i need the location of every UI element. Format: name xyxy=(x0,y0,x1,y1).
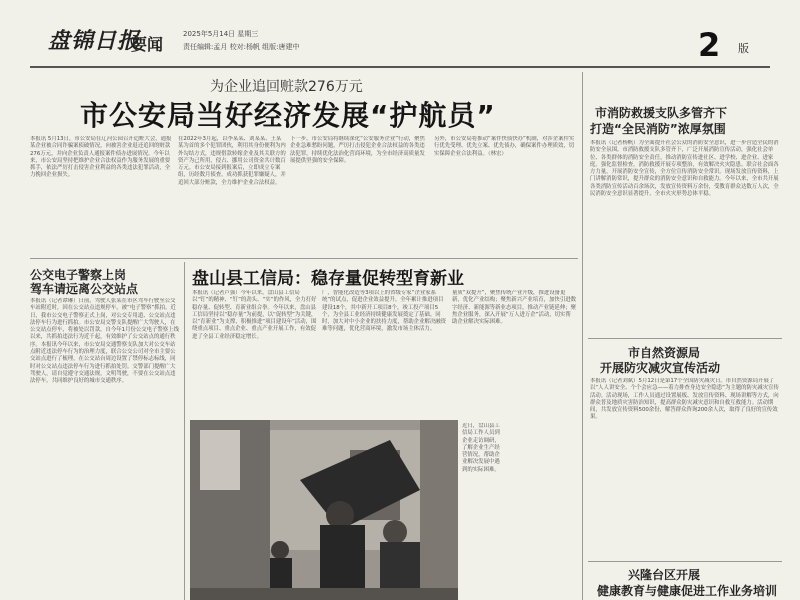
right-story2-body: 本报讯（记者刘斌）5月12日是第17个全国防灾减灾日。市自然资源局开展了以“人人讲安全、个个会应急——着力排查身边安全隐患”为主题的防灾减灾宣传活动。活动现场，工作人员通过设置展板、发放宣传资料、现场讲解等方式，向群众普及地质灾害防治知识，提高群众防灾减灾意识和自救互救能力。活动期间，共发放宣传资料500余份，解答群众咨询200余人次，取得了良好的宣传效果。 xyxy=(590,378,779,421)
issue-date: 2025年5月14日 星期三 xyxy=(183,30,259,38)
photo-illustration xyxy=(190,420,458,600)
right-story2-rule xyxy=(588,561,782,562)
right-headline3-line2: 健康教育与健康促进工作业务培训 xyxy=(597,584,778,598)
middle-story-col3: 量质“双提升”，聚焦传统产业升级，推进设备更新，优化产业结构；聚焦新兴产业培育，加快引进数字经济、新能源等新业态项目，推动产业链延伸；聚焦企业服务，深入开展“万人进万企”活动，切实帮助企业解决实际困难。 xyxy=(452,290,576,326)
right-headline2-line1: 市自然资源局 xyxy=(628,346,701,360)
main-story-col1: 本报讯 5月13日，市公安局在辽河公园召开追赃大会，通报某企业被合同诈骗案侦破情况，向被害企业退还追回的赃款276万元，并向企业负责人通报案件侦办进展情况。今年以来，市公安局坚持把维护企业合法权益作为服务发展的重要抓手，依法严厉打击侵害企业利益的各类违法犯罪活动，全力挽回企业损失。 xyxy=(30,136,172,179)
main-headline: 市公安局当好经济发展“护航员” xyxy=(80,99,496,132)
masthead-rule xyxy=(30,66,770,68)
main-story-col4: 另外，市公安局将推动“案件快侦快办”机制，对涉企案件实行优先受理、优先立案、优先侦办，确保案件办理质效，切实保障企业合法利益。（林宏） xyxy=(434,136,575,157)
right-headline3-line1: 兴隆台区开展 xyxy=(628,568,701,582)
right-column-rule xyxy=(582,72,583,600)
right-headline2-line2: 开展防灾减灾宣传活动 xyxy=(600,361,721,375)
main-story-col3: 下一步，市公安局将继续深化“公安服务企业”行动，聚焦企业急难愁盼问题，严厉打击侵犯企业合法权益的各类违法犯罪，持续优化法治化营商环境，为全市经济高质量发展提供坚强的安全保障。 xyxy=(290,136,425,164)
page-suffix: 版 xyxy=(738,42,749,55)
right-headline1-line2: 打造“全民消防”浓厚氛围 xyxy=(590,122,726,136)
left-story-body: 本报讯（记者谭琳）日前，驾驶人张某在市区驾车行驶至公交车站附近时，因在公交站点违规停车，被“电子警察”抓拍。近日，我市公交电子警察正式上岗，对公交专用道、公交站点违法停车行为进行抓拍。市公安局交警支队提醒广大驾驶人，在公交站点停车，将被处以罚款。自今年1月份公交电子警察上线以来，共抓拍违法行为近千起，有效维护了公交站点的通行秩序。本报讯今年以来，市公安局交通警察支队加大对公交车站点附近违法停车行为的治理力度，联合公交公司对全市主要公交站点进行了梳理，在公交站台周边设置了禁停标志标线，同时对公交站点违法停车行为进行抓拍处罚。交警部门提醒广大驾驶人，请自觉遵守交通法规，文明驾驶，不要在公交站点违法停车，共同维护良好的城市交通秩序。 xyxy=(30,298,179,385)
newspaper-logo: 盘锦日报 xyxy=(48,28,141,54)
main-kicker: 为企业追回赃款276万元 xyxy=(210,79,363,95)
right-story1-rule xyxy=(588,338,782,339)
middle-headline: 盘山县工信局：稳存量促转型育新业 xyxy=(192,269,464,289)
main-story-col2: 在2022年3月起，以李某某、刘某某、王某某为首的多个犯罪团伙，利用其身份便利为内外勾结方式，违规借款转嫁企业及其关联方的资产为己所用，侵占、挪用公司资金共计数百万元。市公安局接到报案后，立即成立专案组，历经数月侦查，成功抓获犯罪嫌疑人，并追回大部分赃款，全力维护企业合法权益。 xyxy=(178,136,286,186)
right-headline1-line1: 市消防救援支队多管齐下 xyxy=(595,106,728,120)
photo-caption: 近日，盘山县工信局工作人员到企业走访调研，了解企业生产经营情况，帮助企业解决发展中遇到的实际困难。 xyxy=(462,423,500,473)
right-story1-body: 本报讯（记者杨帆）为全面提升社会公众的消防安全意识，进一步营造全民的消防安全氛围，市消防救援支队多管齐下，广泛开展消防宣传活动，强化社会单位、各类群体的消防安全责任，推动消防宣传进社区、进学校、进企业、进家庭。强化监督检查，消防救援开展专项整治，有效解决火灾隐患。联合社会面各方力量，开展消防安全宣传，全方位宣传消防安全常识。现场发放宣传资料，上门讲解消防常识，提升群众的消防安全意识和自救能力。今年以来，全市共开展各类消防宣传活动百余场次，发放宣传资料万余份，受教育群众达数万人次，全民消防安全意识显著提升，全市火灾形势总体平稳。 xyxy=(590,140,779,198)
section-name: 要闻 xyxy=(131,35,164,54)
left-headline-line1: 公交电子警察上岗 xyxy=(30,268,127,282)
news-photo xyxy=(190,420,458,600)
main-story-bottom-rule xyxy=(30,258,578,259)
left-column-rule xyxy=(184,262,185,600)
middle-story-col1: 本报讯（记者卢强）今年以来，盘山县工信局以“钉”的精神、“钉”的劲头、“实”的作风，全力打好稳存量、促转型、育新业组合拳。今年以来，盘山县工信局坚持以“稳存量”为前提，以“促转型”为关键，以“育新业”为支撑，积极推进“项目建设年”活动，围绕重点项目、重点企业、重点产业开展工作，有效促进了全县工业经济稳定增长。 xyxy=(192,290,317,340)
editors-line: 责任编辑:孟月 校对:杨帆 组版:唐建中 xyxy=(183,43,300,51)
left-headline-line2: 驾车请远离公交站点 xyxy=(30,282,139,296)
page-number: 2 xyxy=(698,26,721,64)
middle-story-col2: 厂，智能化改造等3项以上的省级专家“企业家系统”的试点，促进企业效益提升。全年累计推进项目建设18个，其中新开工项目8个，竣工投产项目5个，为全县工业经济持续健康发展奠定了基础。同时，加大对中小企业的扶持力度，帮助企业解决融资难等问题，优化营商环境，激发市场主体活力。 xyxy=(322,290,446,333)
masthead xyxy=(8,20,792,64)
